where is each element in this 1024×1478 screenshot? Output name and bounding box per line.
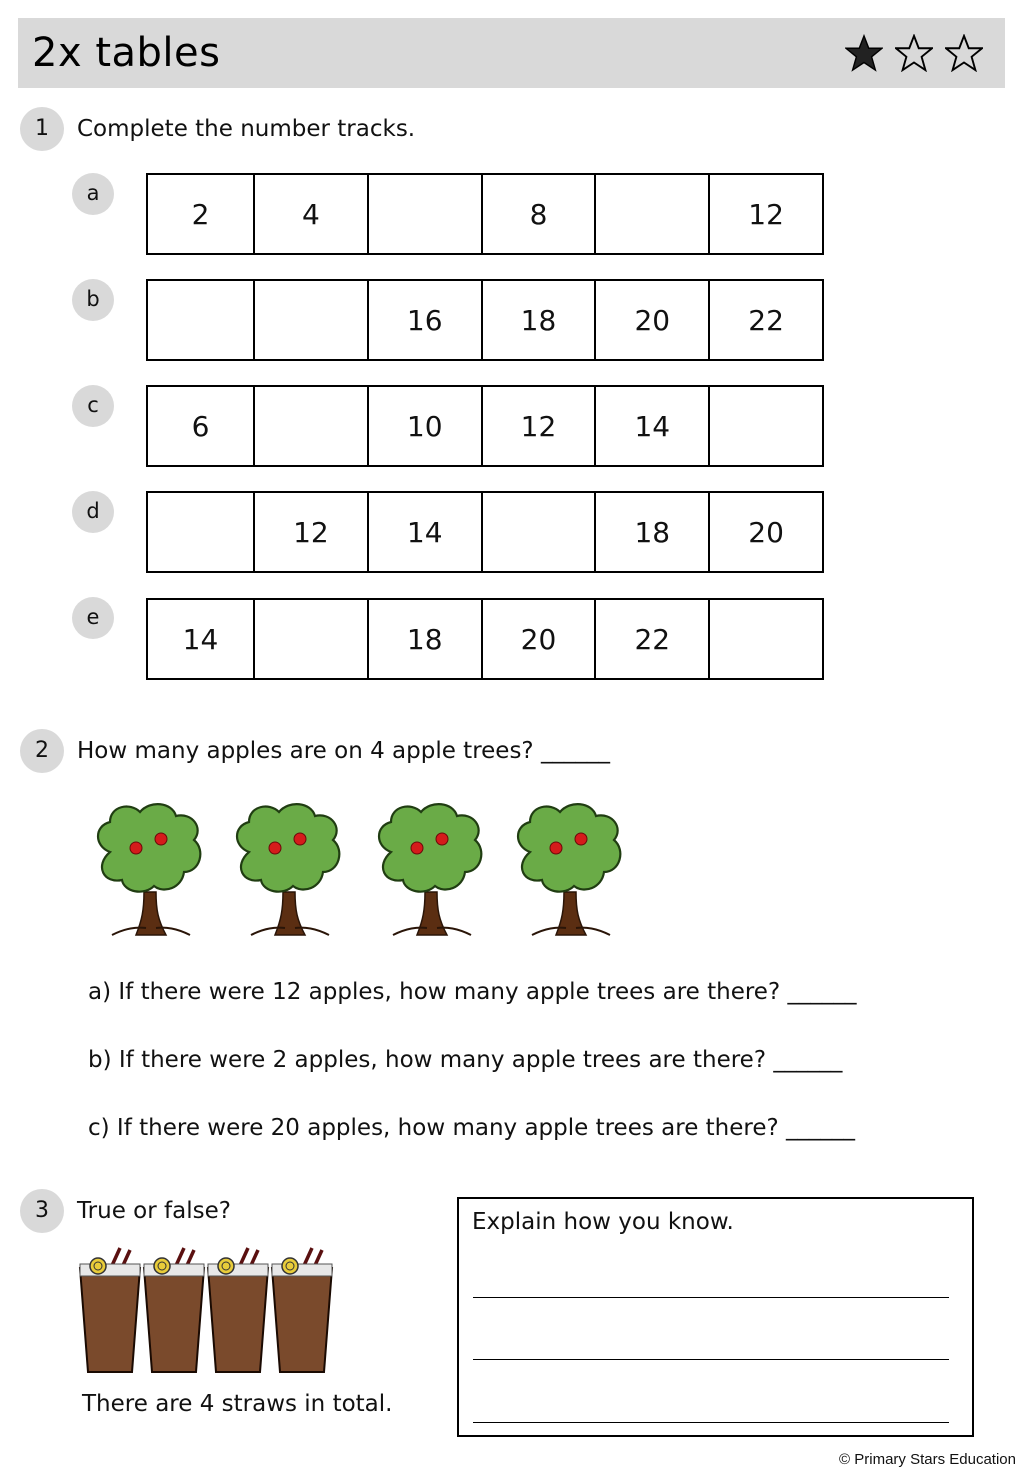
header-bar: [18, 18, 1005, 88]
question-text: How many apples are on 4 apple trees? ______: [77, 738, 610, 764]
track-cell[interactable]: 6: [148, 387, 255, 465]
track-cell[interactable]: 22: [748, 303, 784, 337]
star-empty-icon: [895, 34, 933, 72]
track-cell[interactable]: 12: [748, 197, 784, 231]
track-cell[interactable]: 18: [596, 493, 710, 571]
track-cell[interactable]: 20: [483, 600, 597, 678]
track-cell[interactable]: 12: [483, 387, 597, 465]
track-cell[interactable]: [596, 175, 710, 253]
answer-line[interactable]: [473, 1422, 949, 1423]
star-empty-icon: [945, 34, 983, 72]
track-cell[interactable]: 16: [369, 281, 483, 359]
question-number: 2: [20, 729, 64, 773]
star-filled-icon: [845, 34, 883, 72]
drink-glass-icon: [144, 1248, 204, 1372]
drink-glass-icon: [80, 1248, 140, 1372]
track-label: b: [72, 279, 114, 321]
tree-icon: [237, 804, 339, 935]
question-number: 3: [20, 1189, 64, 1233]
track-label: c: [72, 385, 114, 427]
track-cell[interactable]: 14: [369, 493, 483, 571]
track-cell[interactable]: [710, 387, 822, 465]
drink-glass-icon: [272, 1248, 332, 1372]
copyright-footer: © Primary Stars Education: [839, 1451, 1016, 1468]
track-cell[interactable]: [255, 281, 369, 359]
sub-question: b) If there were 2 apples, how many apple trees are there? ______: [88, 1047, 843, 1073]
question-text: Complete the number tracks.: [77, 116, 416, 142]
track-cell[interactable]: 2: [148, 175, 255, 253]
sub-question: c) If there were 20 apples, how many apple trees are there? ______: [88, 1115, 856, 1141]
track-cell[interactable]: 12: [255, 493, 369, 571]
number-track: [146, 491, 824, 573]
drinks-illustration: [76, 1246, 356, 1376]
tree-icon: [379, 804, 481, 935]
explain-prompt: Explain how you know.: [472, 1209, 734, 1235]
answer-line[interactable]: [473, 1359, 949, 1360]
tree-icon: [98, 804, 200, 935]
track-cell[interactable]: 18: [483, 281, 597, 359]
track-cell[interactable]: [710, 600, 822, 678]
track-cell[interactable]: [483, 493, 597, 571]
track-label: e: [72, 597, 114, 639]
track-cell[interactable]: [255, 600, 369, 678]
tree-icon: [518, 804, 620, 935]
track-cell[interactable]: 4: [255, 175, 369, 253]
difficulty-stars: [845, 34, 983, 72]
track-cell[interactable]: [369, 175, 483, 253]
number-track: [146, 598, 824, 680]
track-cell[interactable]: 10: [369, 387, 483, 465]
track-cell[interactable]: 14: [148, 600, 255, 678]
track-cell[interactable]: 14: [596, 387, 710, 465]
number-track: [146, 173, 824, 255]
drink-glass-icon: [208, 1248, 268, 1372]
track-cell[interactable]: 20: [748, 515, 784, 549]
number-track: [146, 279, 824, 361]
explain-box[interactable]: [457, 1197, 974, 1437]
sub-question: a) If there were 12 apples, how many apple trees are there? ______: [88, 979, 857, 1005]
track-label: a: [72, 173, 114, 215]
track-cell[interactable]: 18: [369, 600, 483, 678]
statement-text: There are 4 straws in total.: [82, 1391, 393, 1417]
question-number: 1: [20, 107, 64, 151]
number-track: [146, 385, 824, 467]
track-cell[interactable]: [148, 493, 255, 571]
answer-line[interactable]: [473, 1297, 949, 1298]
track-cell[interactable]: 20: [596, 281, 710, 359]
track-cell[interactable]: 8: [483, 175, 597, 253]
page-title: 2x tables: [32, 30, 221, 76]
track-cell[interactable]: [148, 281, 255, 359]
track-label: d: [72, 491, 114, 533]
apple-trees-illustration: [90, 800, 630, 940]
track-cell[interactable]: 22: [596, 600, 710, 678]
question-text: True or false?: [77, 1198, 231, 1224]
track-cell[interactable]: [255, 387, 369, 465]
